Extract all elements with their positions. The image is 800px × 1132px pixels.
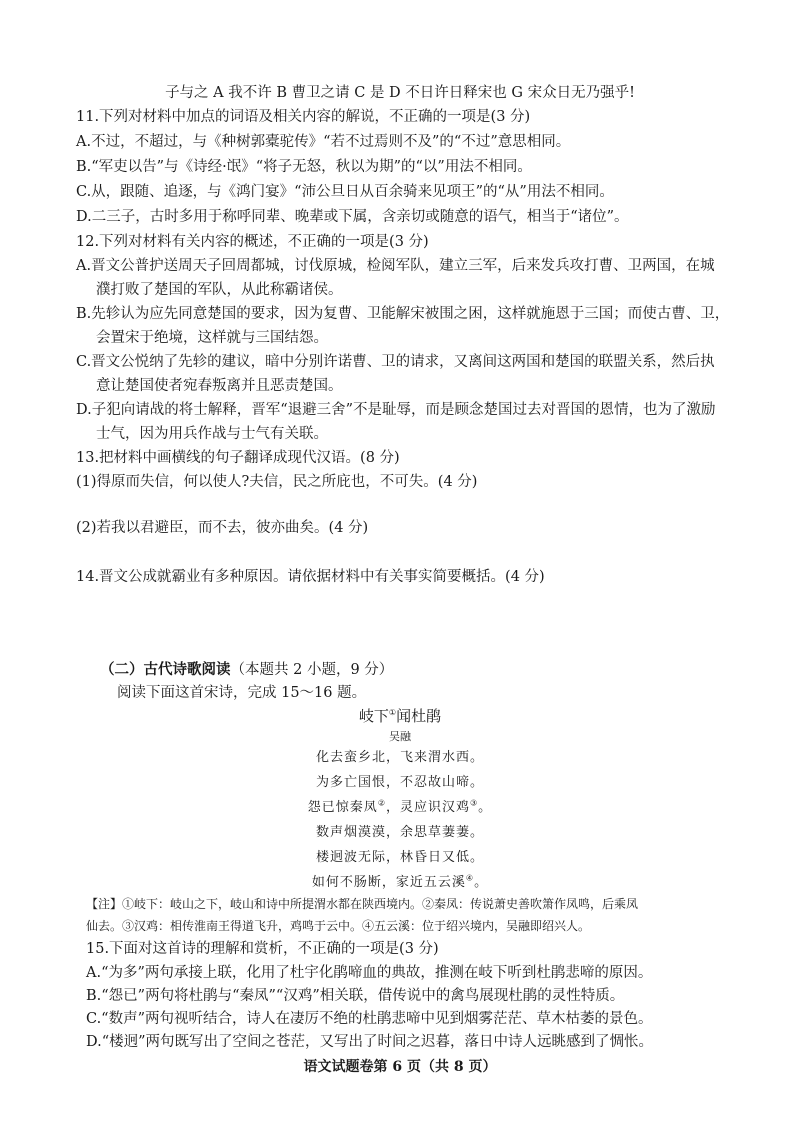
- q12-option-c-cont: 意让楚国使者宛春叛离并且恶责楚国。: [96, 378, 343, 394]
- q12-option-a: A.晋文公普护送周天子回周都城，讨伐原城，检阅军队，建立三军，后来发兵攻打曹、卫两国，在城: [76, 258, 715, 274]
- poem-note-line-1: 【注】①岐下：岐山之下，岐山和诗中所提渭水都在陕西境内。②秦凤：传说萧史善吹箫作凤鸣，后乘凤: [86, 897, 639, 911]
- poem-line-3-note-mark-1: ②: [377, 798, 386, 808]
- poem-line-2: 为多亡国恨，不忍故山啼。: [315, 775, 484, 790]
- poem-line-5: 楼迥波无际，林昏日又低。: [315, 850, 484, 865]
- q11-option-a: A.不过，不超过，与《种树郭橐驼传》“若不过焉则不及”的“不过”意思相同。: [76, 134, 571, 150]
- q15-option-c: C.“数声”两句视听结合，诗人在凄厉不绝的杜鹃悲啼中见到烟雾茫茫、草木枯萎的景色。: [86, 1011, 653, 1027]
- q12-stem: 12.下列对材料有关内容的概述，不正确的一项是(3 分): [76, 234, 429, 250]
- poem-line-6-note-mark: ④: [465, 873, 475, 883]
- poem-line-3-mid: ，灵应识汉鸡: [385, 800, 470, 815]
- q13-stem: 13.把材料中画横线的句子翻译成现代汉语。(8 分): [76, 450, 400, 466]
- q13-sentence-2: (2)若我以君避臣，而不去，彼亦曲矣。(4 分): [76, 520, 369, 536]
- q11-option-d: D.二三子，古时多用于称呼同辈、晚辈或下属，含亲切或随意的语气，相当于“诸位”。: [76, 209, 629, 225]
- q12-option-c: C.晋文公悦纳了先轸的建议，暗中分别许诺曹、卫的请求，又离间这两国和楚国的联盟关系，然后执: [76, 354, 715, 370]
- page-footer: 语文试题卷第 6 页（共 8 页）: [303, 1059, 497, 1075]
- section2-note: （本题共 2 小题，9 分）: [230, 662, 394, 678]
- poem-title: [0, 706, 800, 726]
- poem-line-6-pre: 如何不肠断，家近五云溪: [311, 875, 466, 890]
- q11-option-c: C.从，跟随、追逐，与《鸿门宴》“沛公旦日从百余骑来见项王”的“从”用法不相同。: [76, 184, 614, 200]
- poem-title-post: 闻杜鹃: [396, 707, 442, 725]
- q13-sentence-1: (1)得原而失信，何以使人?夫信，民之所庇也，不可失。(4 分): [76, 474, 478, 490]
- q15-option-d: D.“楼迥”两句既写出了空间之苍茫，又写出了时间之迟暮，落日中诗人远眺感到了惆怅。: [86, 1034, 654, 1050]
- poem-line-3-pre: 怨已惊秦凤: [307, 800, 378, 815]
- poem-line-4: 数声烟漠漠，余思草萋萋。: [315, 825, 484, 840]
- poem-line-1: 化去蛮乡北，飞来渭水西。: [315, 750, 484, 765]
- section2-title: （二）古代诗歌阅读: [100, 661, 231, 678]
- q12-option-b: B.先轸认为应先同意楚国的要求，因为复曹、卫能解宋被围之困，这样就施恩于三国；而使古曹、卫，: [76, 306, 730, 322]
- q11-option-b: B.“军吏以告”与《诗经·氓》“将子无怒，秋以为期”的“以”用法不相同。: [76, 159, 532, 175]
- section2-intro: 阅读下面这首宋诗，完成 15～16 题。: [117, 685, 367, 701]
- poem-line-3-note-mark-2: ③: [470, 798, 479, 808]
- top-passage-line: 子与之 A 我不许 B 曹卫之请 C 是 D 不日许日释宋也 G 宋众日无乃强乎!: [165, 85, 635, 101]
- poem-line-6: [0, 873, 800, 893]
- poem-line-3: [0, 798, 800, 818]
- poem-line-6-post: 。: [474, 875, 489, 890]
- poem-author: 吴融: [389, 730, 411, 743]
- poem-line-3-post: 。: [478, 800, 493, 815]
- q14-stem: 14.晋文公成就霸业有多种原因。请依据材料中有关事实简要概括。(4 分): [76, 569, 545, 585]
- q15-stem: 15.下面对这首诗的理解和赏析，不正确的一项是(3 分): [86, 941, 439, 957]
- q12-option-d: D.子犯向请战的将士解释，晋军“退避三舍”不是耻辱，而是顾念楚国过去对晋国的恩情，也为了激励: [76, 402, 716, 418]
- q15-option-b: B.“怨已”两句将杜鹃与“秦凤”“汉鸡”相关联，借传说中的禽鸟展现杜鹃的灵性特质。: [86, 988, 625, 1004]
- section2-heading: [100, 660, 393, 680]
- q12-option-a-cont: 濮打败了楚国的军队，从此称霸诸侯。: [96, 282, 343, 298]
- poem-title-note-mark: ①: [388, 708, 397, 717]
- poem-note-line-2: 仙去。③汉鸡：相传淮南王得道飞升，鸡鸣于云中。④五云溪：位于绍兴境内，吴融即绍兴人。: [86, 919, 591, 933]
- q12-option-d-cont: 士气，因为用兵作战与士气有关联。: [96, 426, 328, 442]
- q12-option-b-cont: 会置宋于绝境，这样就与三国结怨。: [96, 330, 328, 346]
- poem-title-pre: 岐下: [358, 707, 389, 725]
- q15-option-a: A.“为多”两句承接上联，化用了杜宇化鹃啼血的典故，推测在岐下听到杜鹃悲啼的原因。: [86, 965, 653, 981]
- q11-stem: 11.下列对材料中加点的词语及相关内容的解说，不正确的一项是(3 分): [76, 109, 531, 125]
